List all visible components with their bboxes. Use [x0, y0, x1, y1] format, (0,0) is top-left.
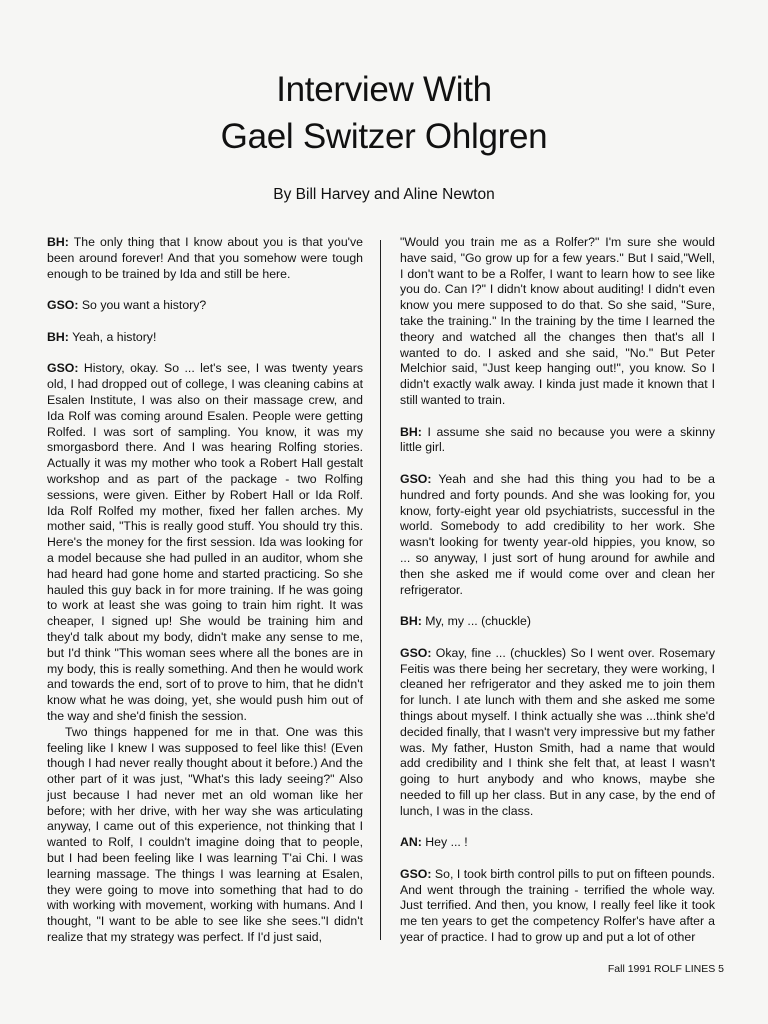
column-divider — [380, 240, 381, 940]
paragraph-text: Okay, fine ... (chuckles) So I went over. Rosemary Feitis was there being her secretary, they were working, I cleaned her refrigerator and they asked me to join them for lunch. I ate lunch with them and she asked me some things about myself. I think actually she was ...think she'd decided finally, that I wasn't very impressive but my father was. My father, Huston Smith, had a name that would add credibility and I think she felt that, at least I wasn't going to hurt anybody and who knows, maybe she needed to fill up her class. But in any case, by the end of lunch, I was in the class. — [400, 645, 715, 818]
paragraph-text: Hey ... ! — [425, 835, 468, 850]
paragraph — [47, 235, 363, 282]
speaker-label: GSO: — [400, 866, 432, 881]
speaker-label: GSO: — [47, 361, 79, 376]
title-line-2: Gael Switzer Ohlgren — [220, 117, 548, 156]
paragraph-text: "Would you train me as a Rolfer?" I'm sure she would have said, "Go grow up for a few years." But I said,"Well, I don't want to be a Rolfer, I want to learn how to see like you do. Can I?" I didn't know about auditing! I didn't even know you mere supposed to do that. So she said, "Sure, take the training." In the training by the time I learned the theory and watched all the changes then that's all I wanted to do. I asked and she said, "No." But Peter Melchior said, "Just keep hanging out!", you know. So I didn't exactly walk away. I kinda just made it known that I still wanted to train. — [400, 235, 715, 407]
speaker-label: AN: — [400, 835, 422, 850]
paragraph-text: The only thing that I know about you is that you've been around forever! And that you somehow were tough enough to be trained by Ida and still be here. — [47, 235, 363, 281]
paragraph — [400, 614, 715, 630]
right-column — [400, 235, 715, 946]
paragraph-text: So, I took birth control pills to put on fifteen pounds. And went through the training - terrified the whole way. Just terrified. And then, you know, I really feel like it took me ten years to get the competency Rolfer's have after a year of practice. I had to grow up and put a lot of other — [400, 866, 715, 945]
paragraph — [47, 725, 363, 946]
speaker-label: BH: — [47, 235, 69, 249]
left-column — [47, 235, 363, 946]
speaker-label: BH: — [400, 424, 422, 439]
byline: By Bill Harvey and Aline Newton — [273, 186, 495, 203]
title-line-1: Interview With — [276, 70, 492, 109]
paragraph-text: Yeah and she had this thing you had to be a hundred and forty pounds. And she was looking for, you know, forty-eight year old psychiatrists, successful in the world. Somebody to add credibility to her work. She wasn't looking for twenty year-old hippies, you know, so ... so anyway, I just sort of hung around for awhile and then she asked me if would come over and clean her refrigerator. — [400, 471, 715, 597]
paragraph-text: Yeah, a history! — [72, 329, 157, 344]
paragraph-text: My, my ... (chuckle) — [425, 614, 531, 629]
speaker-label: GSO: — [400, 645, 432, 660]
paragraph-text: So you want a history? — [81, 298, 207, 313]
paragraph-text: History, okay. So ... let's see, I was twenty years old, I had dropped out of college, I was cleaning cabins at Esalen Institute, I was also on their massage crew, and Ida Rolf was coming around Esalen. People were getting Rolfed. I was sort of sampling. You know, it was my smorgasbord there. And I was hearing Rolfing stories. Actually it was my mother who took a Robert Hall gestalt workshop and as part of the package - two Rolfing sessions, were given. Either by Robert Hall or Ida Rolf. Ida Rolf Rolfed my mother, fixed her fallen arches. My mother said, "This is really good stuff. You should try this. Here's the money for the first session. Ida was looking for a model because she had pulled in an auditor, whom she had heard had gone home and started practicing. So she hauled this guy back in for more training. If he was going to work at least she was going to train him right. It was cheaper, I signed up! She would be training him and they'd talk about my body, didn't make any sense to me, but I'd think "This woman sees where all the bones are in my body, this is really something. And then he would work and towards the end, sort of to prove to him, that he didn't know what he was doing, yet, she would push him out of the way and she'd finish the session. — [47, 361, 364, 723]
paragraph — [47, 330, 363, 346]
speaker-label: BH: — [400, 614, 422, 629]
paragraph — [47, 298, 363, 314]
paragraph — [47, 361, 363, 724]
paragraph — [400, 646, 715, 820]
paragraph-text: Two things happened for me in that. One was this feeling like I knew I was supposed to feel like this! (Even though I had never really thought about it before.) And the other part of it was just, "What's this lady seeing?" Also just because I had never met an old woman like her before; with her drive, with her way she was articulating anyway, I came out of this experience, not thinking that I wanted to Rolf, I couldn't imagine doing that to people, but I had been feeling like I was learning T'ai Chi. I was learning massage. The things I was learning at Esalen, they were going to move into something that had to do with working with movement, working with humans. And I thought, "I want to be able to see like she sees."I didn't realize that my strategy was perfect. If I'd just said, — [47, 724, 363, 945]
paragraph — [400, 835, 715, 851]
page-footer: Fall 1991 ROLF LINES 5 — [607, 963, 724, 975]
paragraph-text: I assume she said no because you were a skinny little girl. — [400, 424, 715, 455]
speaker-label: GSO: — [47, 298, 79, 313]
paragraph — [400, 472, 715, 598]
paragraph — [400, 425, 715, 457]
speaker-label: GSO: — [400, 471, 432, 486]
paragraph — [400, 235, 715, 409]
speaker-label: BH: — [47, 329, 69, 344]
paragraph — [400, 867, 715, 946]
